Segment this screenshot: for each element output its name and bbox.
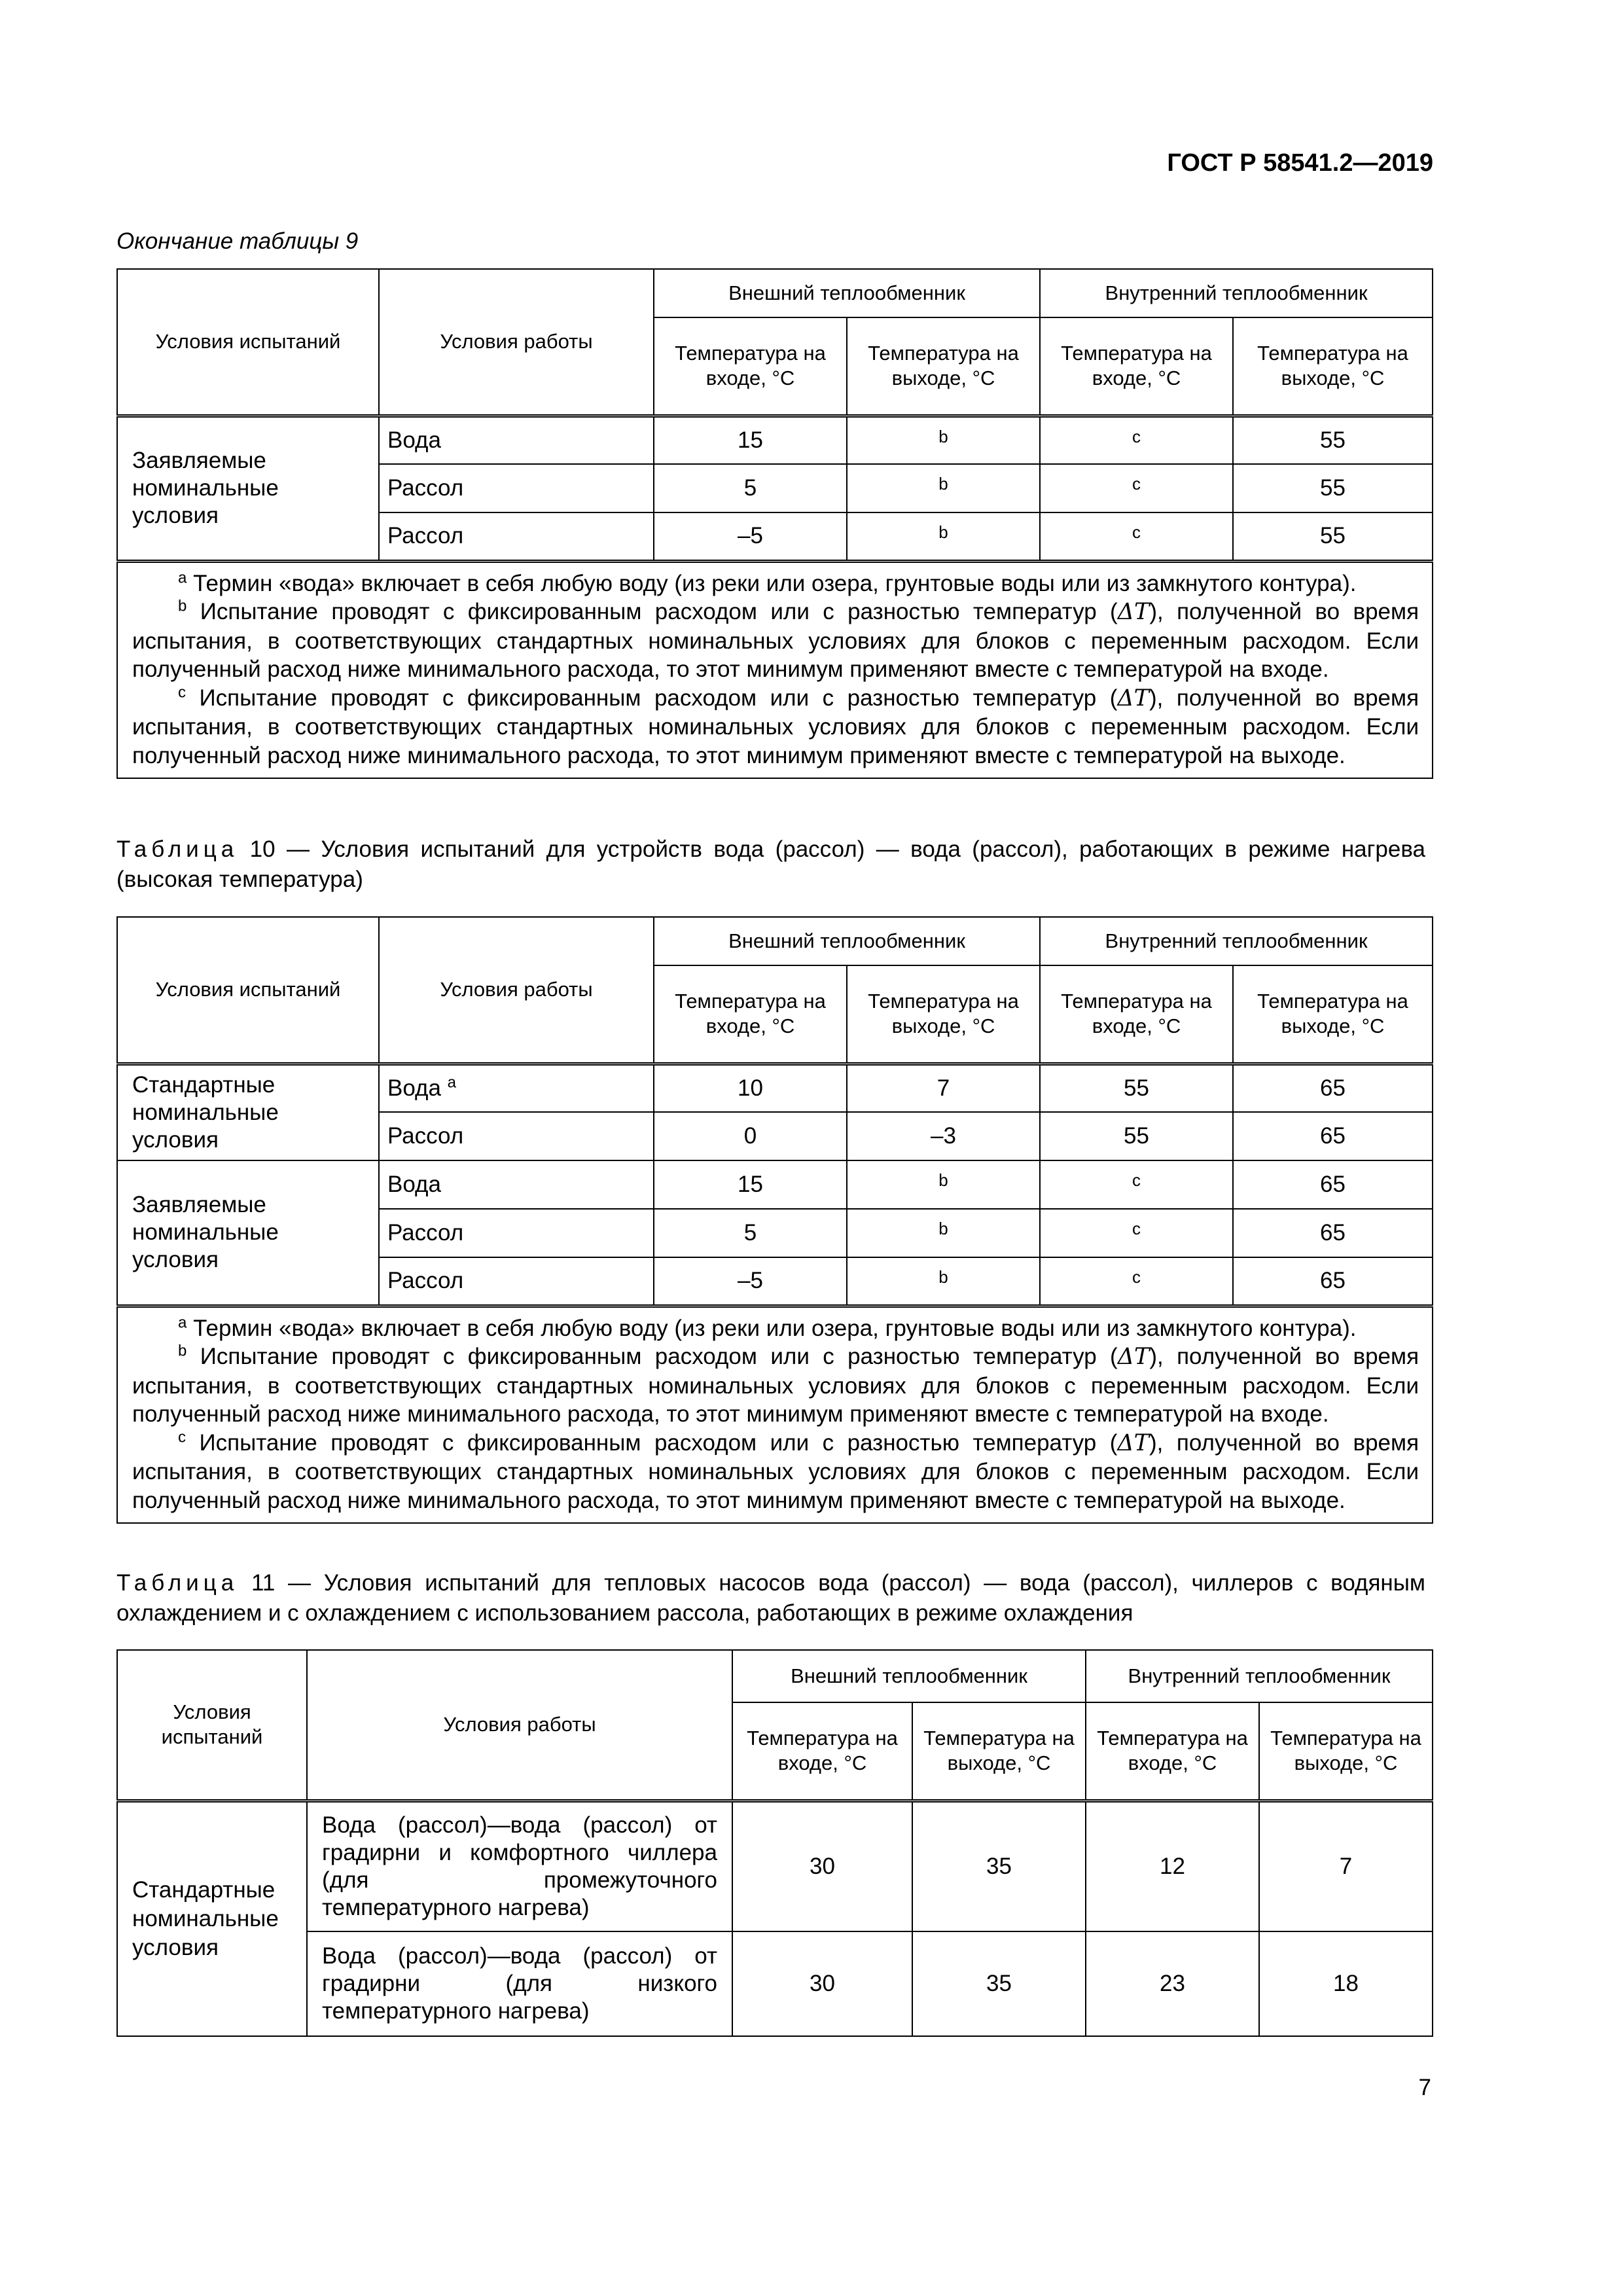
operation-cell: Рассол xyxy=(379,1112,654,1160)
value-cell: 65 xyxy=(1233,1064,1433,1112)
header-internal-exchanger: Внутренний теплообменник xyxy=(1040,269,1433,317)
footnote-ref-cell: c xyxy=(1040,1209,1233,1257)
header-temp-out: Температура на выходе, °С xyxy=(1233,317,1433,416)
value-cell: 55 xyxy=(1233,416,1433,464)
table-9-end xyxy=(116,268,1433,779)
header-temp-out: Температура на выходе, °С xyxy=(1233,965,1433,1064)
value-cell: 55 xyxy=(1040,1112,1233,1160)
header-operation-conditions: Условия работы xyxy=(307,1650,732,1801)
footnote-ref-cell: b xyxy=(847,1257,1040,1306)
value-cell: 35 xyxy=(912,1801,1086,1931)
value-cell: 30 xyxy=(732,1801,912,1931)
table-row xyxy=(117,1160,1433,1209)
header-operation-conditions: Условия работы xyxy=(379,917,654,1064)
footnote-ref-cell: b xyxy=(847,512,1040,561)
header-temp-out: Температура на выходе, °С xyxy=(912,1702,1086,1801)
header-external-exchanger: Внешний теплообменник xyxy=(654,917,1040,965)
value-cell: 65 xyxy=(1233,1209,1433,1257)
value-cell: –3 xyxy=(847,1112,1040,1160)
page-number: 7 xyxy=(1418,2075,1431,2100)
value-cell: 7 xyxy=(1259,1801,1433,1931)
header-temp-in: Температура на входе, °С xyxy=(654,317,847,416)
note-c: $^с$ Испытание проводят с фиксированным расходом или с разностью температур (ΔT), полученной во время испытания, в соответствующих стандартных номинальных условиях для блоков с переменным расходом. Если полученный расход ниже минимального расхода, то этот минимум применяют вместе с температурой на выходе. xyxy=(132,1427,1419,1513)
header-temp-out: Температура на выходе, °С xyxy=(847,317,1040,416)
header-external-exchanger: Внешний теплообменник xyxy=(732,1650,1086,1702)
header-temp-in: Температура на входе, °С xyxy=(654,965,847,1064)
table-11-caption: Таблица 11 — Условия испытаний для тепловых насосов вода (рассол) — вода (рассол), чиллеров с водяным охлаждением и с охлаждением с использованием рассола, работающих в режиме охлаждения xyxy=(116,1570,1425,1626)
header-test-conditions: Условия испытаний xyxy=(117,1650,307,1801)
value-cell: 7 xyxy=(847,1064,1040,1112)
footnote-ref-cell: b xyxy=(847,1209,1040,1257)
header-temp-in: Температура на входе, °С xyxy=(1040,317,1233,416)
value-cell: 35 xyxy=(912,1931,1086,2036)
operation-cell: Вода (рассол)—вода (рассол) от градирни и комфортного чиллера (для промежуточного температурного нагрева) xyxy=(307,1801,732,1931)
standard-designation: ГОСТ Р 58541.2—2019 xyxy=(1167,149,1433,177)
operation-cell: Вода $^а$ xyxy=(379,1064,654,1112)
header-external-exchanger: Внешний теплообменник xyxy=(654,269,1040,317)
value-cell: –5 xyxy=(654,1257,847,1306)
value-cell: 55 xyxy=(1233,512,1433,561)
operation-cell: Вода xyxy=(379,416,654,464)
header-temp-out: Температура на выходе, °С xyxy=(1259,1702,1433,1801)
value-cell: 15 xyxy=(654,416,847,464)
note-b: $^b$ Испытание проводят с фиксированным расходом или с разностью температур (ΔT), полученной во время испытания, в соответствующих стандартных номинальных условиях для блоков с переменным расходом. Если полученный расход ниже минимального расхода, то этот минимум применяют вместе с температурой на входе. xyxy=(132,597,1419,682)
value-cell: 12 xyxy=(1086,1801,1259,1931)
note-a: $^а$ Термин «вода» включает в себя любую воду (из реки или озера, грунтовые воды или из замкнутого контура). xyxy=(178,1313,1357,1341)
note-b: $^b$ Испытание проводят с фиксированным расходом или с разностью температур (ΔT), полученной во время испытания, в соответствующих стандартных номинальных условиях для блоков с переменным расходом. Если полученный расход ниже минимального расхода, то этот минимум применяют вместе с температурой на входе. xyxy=(132,1342,1419,1427)
value-cell: 0 xyxy=(654,1112,847,1160)
operation-cell: Рассол xyxy=(379,1209,654,1257)
operation-cell: Вода xyxy=(379,1160,654,1209)
operation-cell: Рассол xyxy=(379,1257,654,1306)
table-row xyxy=(117,416,1433,464)
row-group-label: Заявляемые номинальные условия xyxy=(117,1160,379,1306)
value-cell: 55 xyxy=(1233,464,1433,512)
footnote-ref-cell: c xyxy=(1040,464,1233,512)
value-cell: 65 xyxy=(1233,1112,1433,1160)
row-group-label: Стандартные номинальные условия xyxy=(117,1801,307,2036)
table-11 xyxy=(116,1649,1433,2037)
note-a: $^а$ Термин «вода» включает в себя любую воду (из реки или озера, грунтовые воды или из замкнутого контура). xyxy=(178,568,1357,596)
table-row xyxy=(117,1801,1433,1931)
table-10 xyxy=(116,916,1433,1524)
table-row xyxy=(117,1064,1433,1112)
value-cell: 18 xyxy=(1259,1931,1433,2036)
note-c: $^с$ Испытание проводят с фиксированным расходом или с разностью температур (ΔT), полученной во время испытания, в соответствующих стандартных номинальных условиях для блоков с переменным расходом. Если полученный расход ниже минимального расхода, то этот минимум применяют вместе с температурой на выходе. xyxy=(132,683,1419,768)
footnote-ref-cell: c xyxy=(1040,512,1233,561)
header-temp-in: Температура на входе, °С xyxy=(1040,965,1233,1064)
value-cell: 30 xyxy=(732,1931,912,2036)
table-notes xyxy=(117,1306,1433,1523)
value-cell: 55 xyxy=(1040,1064,1233,1112)
operation-cell: Рассол xyxy=(379,464,654,512)
row-group-label: Заявляемые номинальные условия xyxy=(117,416,379,561)
value-cell: 15 xyxy=(654,1160,847,1209)
value-cell: 5 xyxy=(654,1209,847,1257)
operation-cell: Рассол xyxy=(379,512,654,561)
table-notes xyxy=(117,561,1433,778)
header-test-conditions: Условия испытаний xyxy=(117,269,379,416)
value-cell: 10 xyxy=(654,1064,847,1112)
header-operation-conditions: Условия работы xyxy=(379,269,654,416)
header-temp-out: Температура на выходе, °С xyxy=(847,965,1040,1064)
header-temp-in: Температура на входе, °С xyxy=(1086,1702,1259,1801)
operation-cell: Вода (рассол)—вода (рассол) от градирни (для низкого температурного нагрева) xyxy=(307,1931,732,2036)
footnote-ref-cell: b xyxy=(847,464,1040,512)
header-internal-exchanger: Внутренний теплообменник xyxy=(1040,917,1433,965)
value-cell: 5 xyxy=(654,464,847,512)
footnote-ref-cell: c xyxy=(1040,416,1233,464)
value-cell: 23 xyxy=(1086,1931,1259,2036)
value-cell: 65 xyxy=(1233,1257,1433,1306)
footnote-ref-cell: b xyxy=(847,416,1040,464)
footnote-ref-cell: c xyxy=(1040,1160,1233,1209)
value-cell: –5 xyxy=(654,512,847,561)
footnote-ref-cell: c xyxy=(1040,1257,1233,1306)
header-internal-exchanger: Внутренний теплообменник xyxy=(1086,1650,1433,1702)
table9-continuation-caption: Окончание таблицы 9 xyxy=(116,228,359,254)
table-row xyxy=(117,1931,1433,2036)
value-cell: 65 xyxy=(1233,1160,1433,1209)
header-test-conditions: Условия испытаний xyxy=(117,917,379,1064)
footnote-ref-cell: b xyxy=(847,1160,1040,1209)
row-group-label: Стандартные номинальные условия xyxy=(117,1064,379,1160)
header-temp-in: Температура на входе, °С xyxy=(732,1702,912,1801)
table-10-caption: Таблица 10 — Условия испытаний для устройств вода (рассол) — вода (рассол), работающих в режиме нагрева (высокая температура) xyxy=(116,836,1425,892)
